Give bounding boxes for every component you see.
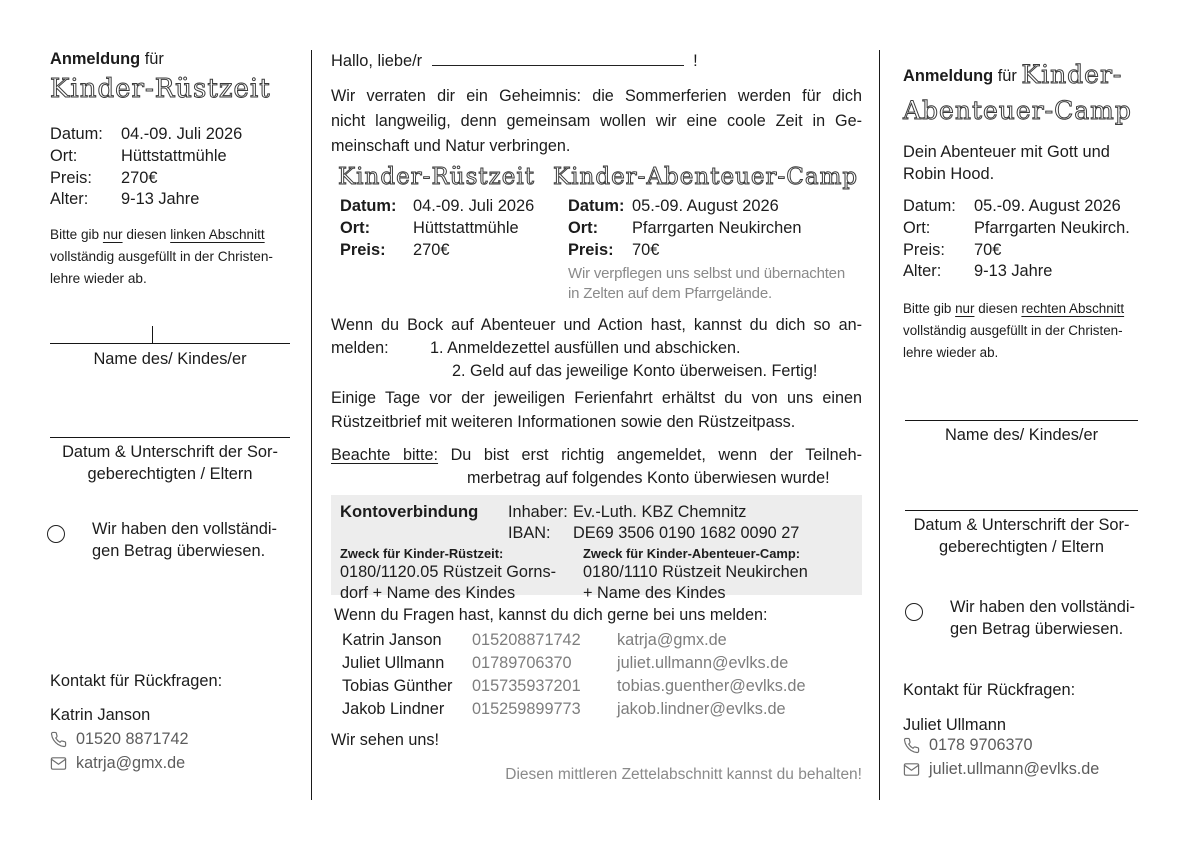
child-name-caption: Name des/ Kindes/er — [944, 426, 1099, 444]
left-details — [50, 124, 296, 211]
detail-row-ort — [568, 218, 845, 240]
paid-label-line1: Wir haben den vollständi- — [92, 520, 277, 538]
note-text: Bitte gib — [50, 227, 103, 242]
detail-row-ort — [50, 146, 296, 168]
camp1-details — [340, 196, 568, 304]
letter-paragraph — [331, 386, 862, 434]
bank-iban-value: DE69 3506 0190 1682 0090 27 — [573, 523, 800, 542]
camp2-selfcatering-note — [568, 264, 845, 304]
detail-label: Ort: — [340, 218, 371, 237]
attention-text1: Du bist erst richtig angemeldet, wenn der Teilneh- — [450, 446, 862, 464]
contact-name: Katrin Janson — [342, 631, 442, 649]
attention-paragraph — [331, 444, 862, 490]
contact-phone-row — [50, 730, 189, 749]
attention-line2: merbetrag auf folgendes Konto überwiesen wurde! — [467, 469, 830, 487]
intro-line1: Wir verraten dir ein Geheimnis: die Sommerferien werden für dich — [331, 87, 862, 105]
detail-value: 70€ — [632, 240, 660, 259]
right-intro-line1: Dein Abenteuer mit Gott und — [903, 143, 1110, 161]
bank-purpose-columns — [340, 545, 852, 603]
detail-label: Preis: — [340, 240, 386, 259]
recipient-name-blank-field[interactable] — [432, 50, 684, 66]
note-text: diesen — [974, 301, 1022, 316]
note-underlined-nur: nur — [102, 227, 123, 242]
child-name-caption: Name des/ Kindes/er — [93, 350, 247, 368]
left-return-note — [50, 224, 273, 290]
detail-value: 05.-09. August 2026 — [632, 197, 779, 215]
right-details — [903, 196, 1148, 283]
paid-label-line2: gen Betrag überwiesen. — [950, 620, 1124, 638]
detail-label: Preis: — [50, 168, 92, 187]
phone-icon — [903, 737, 920, 754]
contact-email-row — [903, 760, 1099, 779]
detail-label: Ort: — [568, 218, 599, 237]
note-line-2: vollständig ausgefüllt in der Christen- — [903, 323, 1123, 338]
bank-row-holder — [340, 502, 852, 523]
detail-row-preis — [903, 240, 1148, 262]
signature-caption-line2: geberechtigten / Eltern — [939, 538, 1104, 556]
detail-value: 270€ — [413, 240, 450, 259]
contact-email-row — [50, 754, 185, 773]
letter-line1: Einige Tage vor der jeweiligen Ferienfahrt erhältst du von uns einen — [331, 389, 862, 407]
detail-row-alter — [50, 189, 296, 211]
left-header-anmeldung: Anmeldung — [50, 50, 141, 68]
detail-value: Pfarrgarten Neukirchen — [632, 218, 802, 237]
detail-row-datum — [50, 124, 296, 146]
detail-value: Pfarrgarten Neukirch. — [974, 218, 1130, 237]
bank-holder-label: Inhaber: — [508, 503, 568, 521]
howto-line2 — [331, 337, 862, 360]
howto-line1: Wenn du Bock auf Abenteuer und Action hast, kannst du dich so an- — [331, 316, 862, 334]
questions-heading: Wenn du Fragen hast, kannst du dich gerne bei uns melden: — [334, 606, 768, 624]
contact-row — [342, 629, 806, 652]
detail-value: 270€ — [121, 168, 158, 187]
detail-value: 9-13 Jahre — [121, 190, 200, 209]
detail-label: Datum: — [340, 197, 397, 215]
camp-details-grid — [340, 196, 845, 304]
detail-label: Ort: — [50, 146, 78, 165]
detail-row-datum — [903, 196, 1148, 218]
purpose2-line2: + Name des Kindes — [583, 583, 726, 602]
envelope-icon — [50, 755, 67, 772]
paid-label-line2: gen Betrag überwiesen. — [92, 542, 266, 560]
contact-phone: 015208871742 — [472, 631, 581, 649]
contact-email-address: katrja@gmx.de — [76, 754, 186, 772]
payment-confirmed-checkbox[interactable] — [47, 525, 65, 543]
camp2-details — [568, 196, 845, 304]
contact-heading: Kontakt für Rückfragen: — [903, 681, 1076, 699]
right-title-line1: Kinder- — [1021, 60, 1123, 89]
signature-caption — [50, 441, 290, 485]
left-header-fuer: für — [144, 50, 164, 68]
note-line-3: lehre wieder ab. — [50, 271, 147, 286]
bank-heading: Kontoverbindung — [340, 502, 479, 521]
purpose2-label: Zweck für Kinder-Abenteuer-Camp: — [583, 546, 801, 561]
detail-row-datum — [568, 196, 845, 218]
note-line-2: vollständig ausgefüllt in der Christen- — [50, 249, 273, 264]
column-divider-right — [879, 50, 880, 800]
bank-holder-value: Ev.-Luth. KBZ Chemnitz — [573, 503, 747, 521]
note-line-3: lehre wieder ab. — [903, 345, 999, 360]
detail-label: Preis: — [568, 240, 614, 259]
camp2-note-line1: Wir verpflegen uns selbst und übernachten — [568, 265, 845, 283]
signature-field-line[interactable] — [50, 437, 290, 438]
detail-value: 9-13 Jahre — [974, 262, 1053, 281]
payment-confirmation-row — [905, 596, 1135, 640]
purpose1-line1: 0180/1120.05 Rüstzeit Gorns- — [340, 563, 557, 581]
child-name-field-line[interactable] — [905, 420, 1138, 421]
note-text: diesen — [122, 227, 171, 242]
right-title-line2: Abenteuer-Camp — [903, 96, 1132, 125]
contacts-table — [342, 629, 806, 721]
purpose1-label: Zweck für Kinder-Rüstzeit: — [340, 546, 504, 561]
detail-label: Datum: — [903, 197, 956, 215]
note-text: Bitte gib — [903, 301, 956, 316]
text-cursor-mark — [152, 326, 153, 343]
payment-confirmed-checkbox[interactable] — [905, 603, 923, 621]
payment-confirmed-label — [950, 596, 1135, 640]
detail-label: Datum: — [568, 197, 625, 215]
right-header-fuer: für — [997, 67, 1017, 85]
contact-name: Jakob Lindner — [342, 700, 445, 718]
contact-email-address: juliet.ullmann@evlks.de — [929, 760, 1100, 778]
right-header-anmeldung: Anmeldung — [903, 67, 994, 85]
howto-paragraph — [331, 314, 862, 383]
signature-caption-line1: Datum & Unterschrift der Sor- — [62, 443, 278, 461]
contact-phone-number: 01520 8871742 — [76, 730, 189, 748]
howto-melden-label: melden: — [331, 339, 389, 357]
detail-row-datum — [340, 196, 568, 218]
contact-row — [342, 698, 806, 721]
attention-line1 — [331, 444, 862, 467]
right-intro-line2: Robin Hood. — [903, 164, 995, 183]
signature-caption — [905, 514, 1138, 558]
detail-row-ort — [340, 218, 568, 240]
child-name-field-line[interactable] — [50, 343, 290, 344]
detail-row-preis — [50, 168, 296, 190]
attention-label: Beachte bitte: — [331, 446, 439, 464]
contact-phone: 015259899773 — [472, 700, 581, 718]
detail-row-preis — [568, 240, 845, 262]
contact-row — [342, 675, 806, 698]
note-underlined-abschnitt: rechten Abschnitt — [1021, 301, 1125, 316]
left-header — [50, 50, 164, 69]
closing-line: Wir sehen uns! — [331, 731, 439, 749]
column-divider-left — [311, 50, 312, 800]
greeting-line — [331, 50, 698, 71]
detail-value: Hüttstattmühle — [413, 218, 519, 237]
left-title-kinder-ruestzeit: Kinder-Rüstzeit — [50, 74, 271, 104]
detail-value: Hüttstattmühle — [121, 146, 227, 165]
detail-label: Alter: — [50, 190, 89, 209]
purpose1-line2: dorf + Name des Kindes — [340, 583, 516, 602]
envelope-icon — [903, 761, 920, 778]
phone-icon — [50, 731, 67, 748]
detail-label: Datum: — [50, 125, 103, 143]
contact-name: Tobias Günther — [342, 677, 453, 695]
intro-line3: meinschaft und Natur verbringen. — [331, 137, 571, 155]
detail-row-ort — [903, 218, 1148, 240]
signature-caption-line1: Datum & Unterschrift der Sor- — [913, 516, 1130, 534]
purpose-abenteuer-camp — [583, 545, 808, 603]
keep-section-note: Diesen mittleren Zettelabschnitt kannst du behalten! — [505, 766, 862, 783]
contact-phone: 01789706370 — [472, 654, 572, 672]
detail-label: Alter: — [903, 262, 942, 281]
intro-paragraph — [331, 84, 862, 159]
purpose2-line1: 0180/1110 Rüstzeit Neukirchen — [583, 563, 808, 581]
bank-row-iban — [340, 523, 852, 544]
camp1-title: Kinder-Rüstzeit — [338, 164, 535, 190]
bank-details-box — [331, 495, 862, 602]
contact-email: juliet.ullmann@evlks.de — [617, 654, 789, 672]
greeting-text: Hallo, liebe/r — [331, 52, 423, 70]
contact-person-name: Juliet Ullmann — [903, 716, 1006, 734]
signature-field-line[interactable] — [905, 510, 1138, 511]
right-intro — [903, 142, 1110, 185]
contact-email: jakob.lindner@evlks.de — [617, 700, 786, 718]
bank-iban-label: IBAN: — [508, 523, 551, 542]
contact-phone-number: 0178 9706370 — [929, 736, 1033, 754]
purpose-ruestzeit — [340, 545, 583, 603]
note-underlined-abschnitt: linken Abschnitt — [170, 227, 265, 242]
contact-person-name: Katrin Janson — [50, 706, 151, 724]
contact-email: tobias.guenther@evlks.de — [617, 677, 806, 695]
detail-value: 05.-09. August 2026 — [974, 197, 1121, 215]
signature-caption-line2: geberechtigten / Eltern — [87, 465, 253, 483]
howto-step1: 1. Anmeldezettel ausfüllen und abschicken. — [430, 339, 741, 357]
letter-line2: Rüstzeitbrief mit weiteren Informationen sowie den Rüstzeitpass. — [331, 413, 796, 431]
payment-confirmed-label — [92, 518, 277, 562]
camp2-title: Kinder-Abenteuer-Camp — [553, 164, 859, 190]
right-return-note — [903, 298, 1124, 364]
payment-confirmation-row — [47, 518, 277, 562]
contact-email: katrja@gmx.de — [617, 631, 727, 649]
contact-name: Juliet Ullmann — [342, 654, 445, 672]
paid-label-line1: Wir haben den vollständi- — [950, 598, 1135, 616]
note-line-1 — [903, 298, 1124, 320]
right-header — [903, 60, 1122, 91]
contact-heading: Kontakt für Rückfragen: — [50, 672, 223, 690]
note-line-1 — [50, 224, 273, 246]
howto-step2: 2. Geld auf das jeweilige Konto überweisen. Fertig! — [452, 362, 818, 380]
contact-row — [342, 652, 806, 675]
detail-value: 04.-09. Juli 2026 — [121, 125, 243, 143]
detail-value: 70€ — [974, 240, 1002, 259]
detail-row-preis — [340, 240, 568, 262]
bank-heading-spacer — [340, 523, 508, 544]
detail-row-alter — [903, 261, 1148, 283]
detail-value: 04.-09. Juli 2026 — [413, 197, 535, 215]
camp2-note-line2: in Zelten auf dem Pfarrgelände. — [568, 285, 772, 303]
greeting-exclamation: ! — [693, 52, 698, 70]
contact-phone-row — [903, 736, 1033, 755]
detail-label: Preis: — [903, 240, 945, 259]
detail-label: Ort: — [903, 218, 931, 237]
intro-line2: nicht langweilig, denn gemeinsam wollen wir eine coole Zeit in Ge- — [331, 112, 862, 130]
note-underlined-nur: nur — [955, 301, 975, 316]
contact-phone: 015735937201 — [472, 677, 581, 695]
